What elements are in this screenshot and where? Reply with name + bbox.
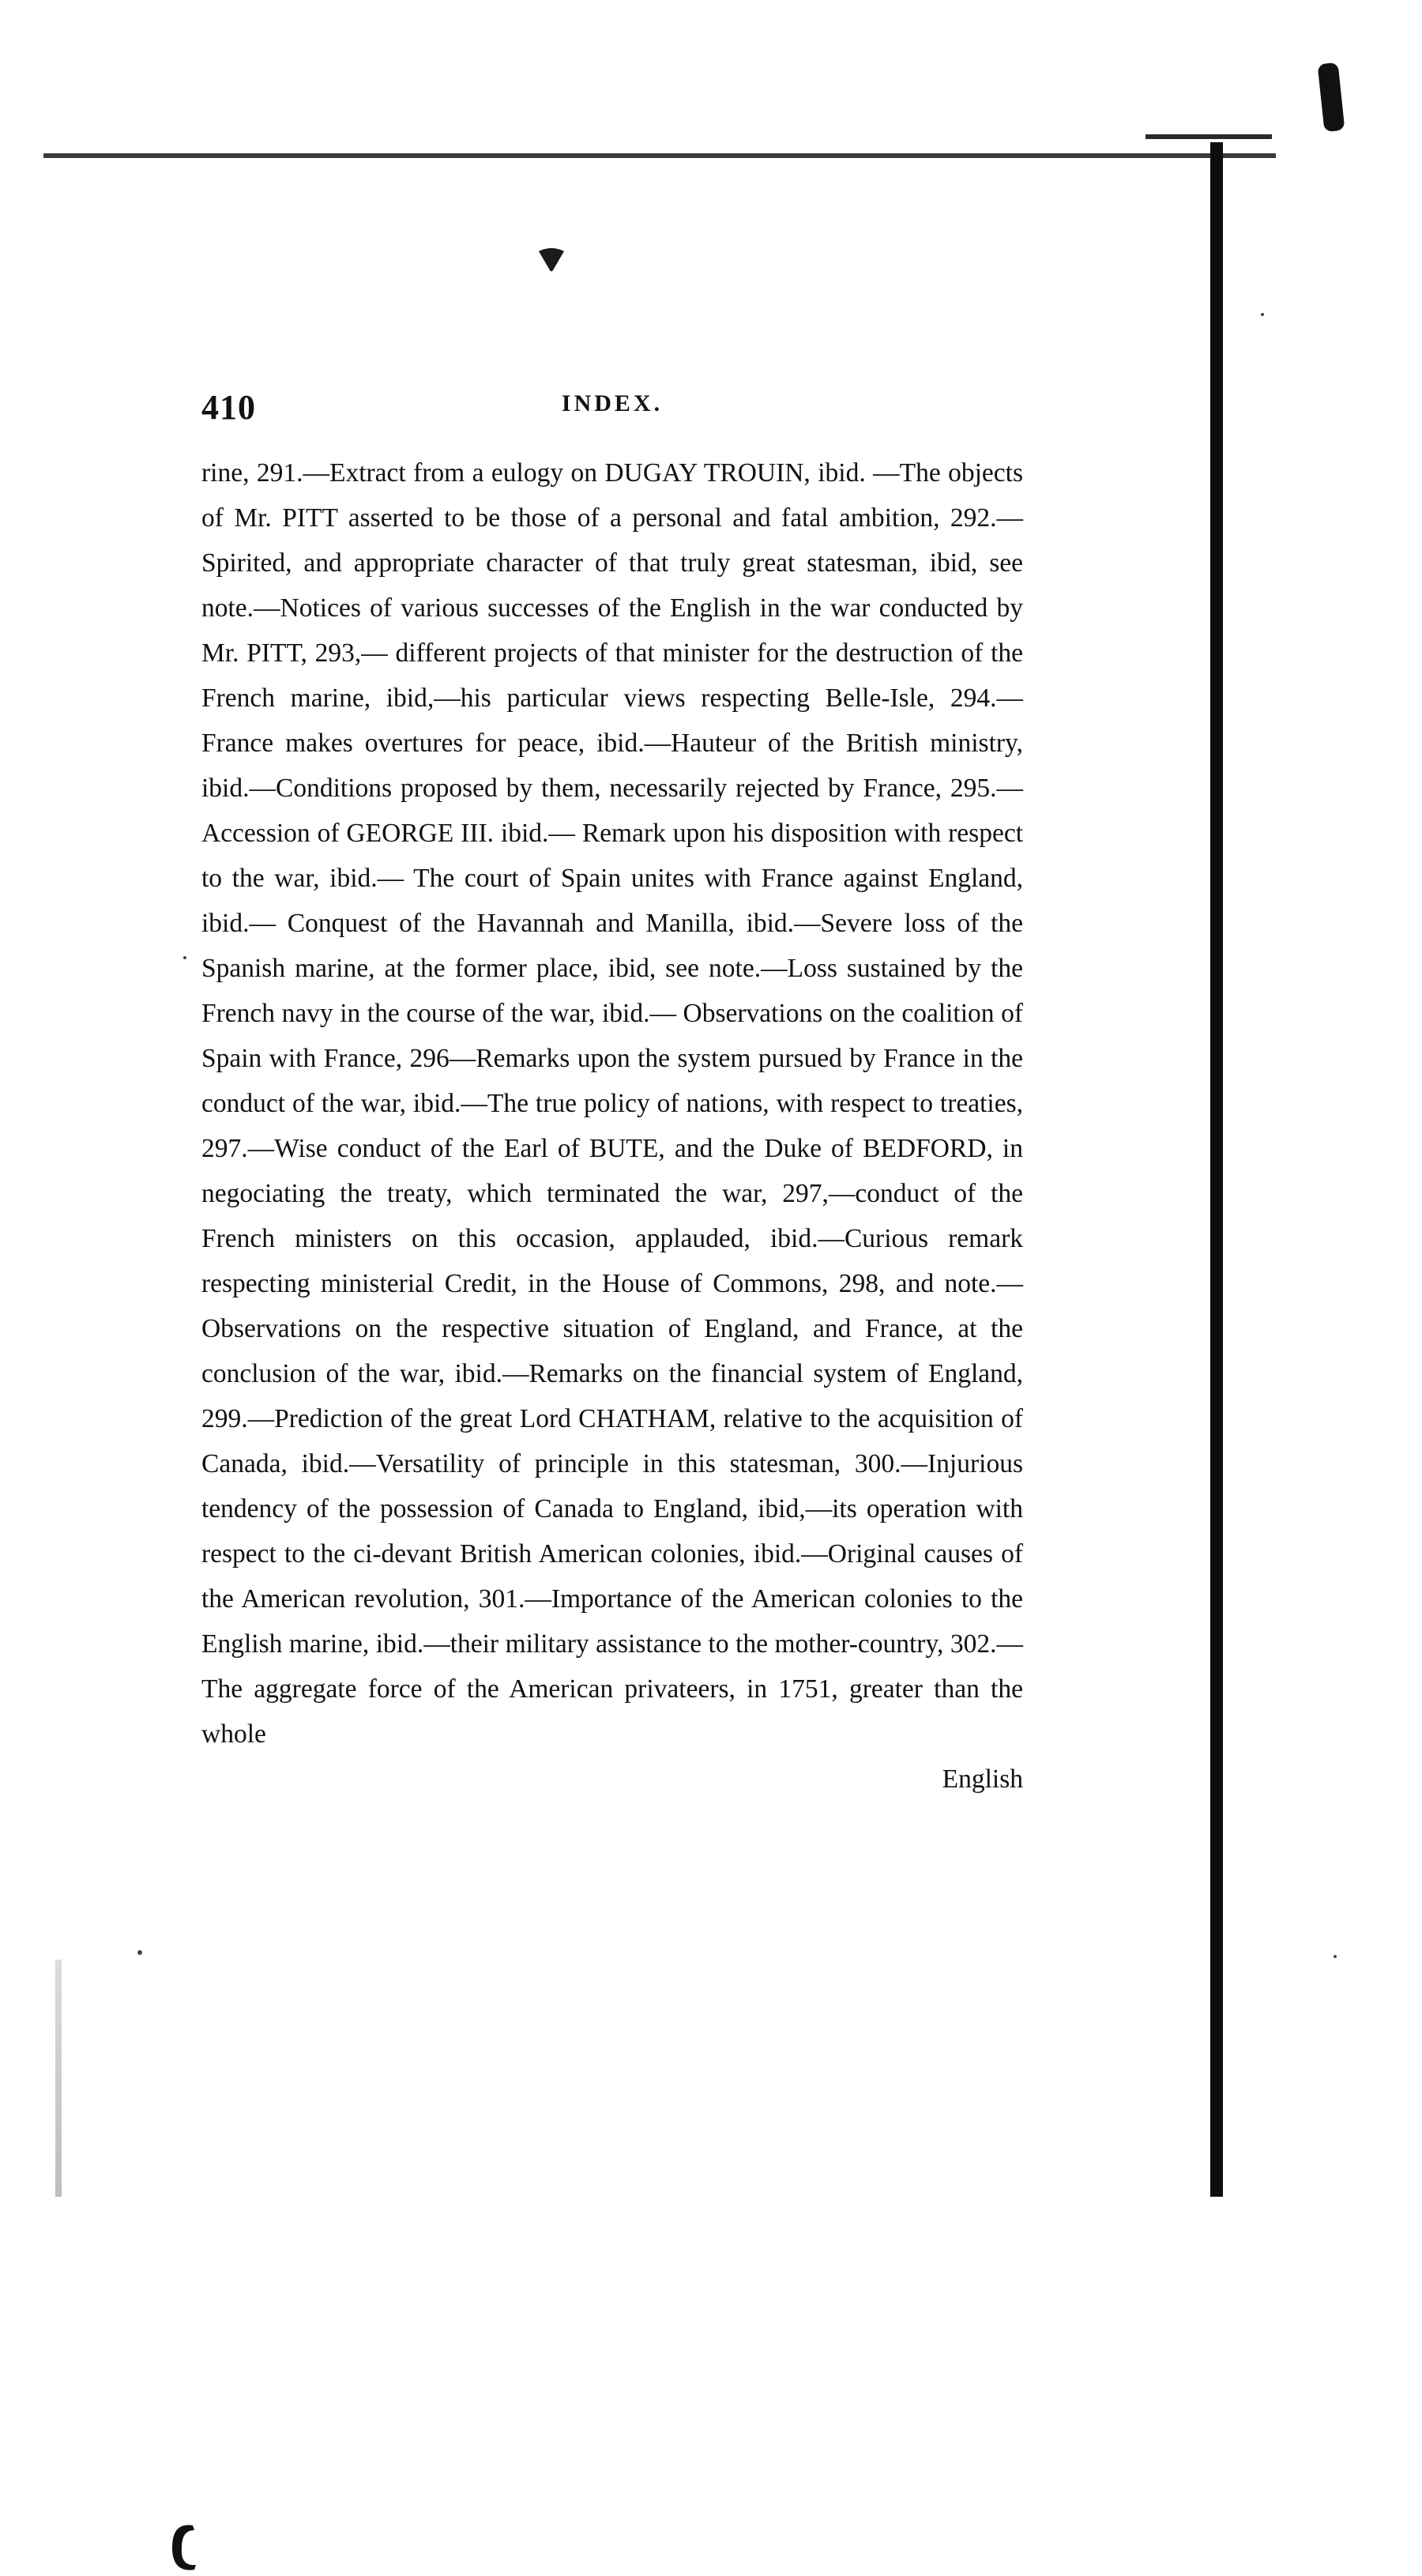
dust-speck — [1261, 313, 1264, 316]
scan-edge-smudge — [55, 1960, 62, 2197]
top-border-rule-right — [1146, 134, 1272, 139]
margin-ink-mark-icon — [166, 2521, 202, 2576]
binding-edge-bar — [1210, 142, 1223, 2197]
catchword: English — [942, 1764, 1023, 1794]
corner-ink-mark — [1318, 62, 1345, 132]
running-head — [201, 387, 1023, 435]
dust-speck — [183, 956, 186, 959]
printer-ornament-icon — [537, 247, 566, 273]
index-body-text: rine, 291.—Extract from a eulogy on DUGAY TROUIN, ibid. —The objects of Mr. PITT asserted to be those of a personal and fatal ambition, 292.—Spirited, and appropriate character of that truly great statesman, ibid, see note.—Notices of various successes of the English in the war conducted by Mr. PITT, 293,— different projects of that minister for the destruction of the French marine, ibid,—his particular views respecting Belle-Isle, 294.— France makes overtures for peace, ibid.—Hauteur of the British ministry, ibid.—Conditions proposed by them, necessarily rejected by France, 295.—Accession of GEORGE III. ibid.— Remark upon his disposition with respect to the war, ibid.— The court of Spain unites with France against England, ibid.— Conquest of the Havannah and Manilla, ibid.—Severe loss of the Spanish marine, at the former place, ibid, see note.—Loss sustained by the French navy in the course of the war, ibid.— Observations on the coalition of Spain with France, 296—Remarks upon the system pursued by France in the conduct of the war, ibid.—The true policy of nations, with respect to treaties, 297.—Wise conduct of the Earl of BUTE, and the Duke of BEDFORD, in negociating the treaty, which terminated the war, 297,—conduct of the French ministers on this occasion, applauded, ibid.—Curious remark respecting ministerial Credit, in the House of Commons, 298, and note.—Observations on the respective situation of England, and France, at the conclusion of the war, ibid.—Remarks on the financial system of England, 299.—Prediction of the great Lord CHATHAM, relative to the acquisition of Canada, ibid.—Versatility of principle in this statesman, 300.—Injurious tendency of the possession of Canada to England, ibid,—its operation with respect to the ci-devant British American colonies, ibid.—Original causes of the American revolution, 301.—Importance of the American colonies to the English marine, ibid.—their military assistance to the mother-country, 302.—The aggregate force of the American privateers, in 1751, greater than the whole — [201, 458, 1023, 1749]
dust-speck — [137, 1950, 142, 1955]
page-content — [201, 387, 1023, 1802]
page-header-title: INDEX. — [561, 390, 664, 416]
dust-speck — [1334, 1955, 1337, 1958]
page-number: 410 — [201, 388, 256, 427]
top-border-rule — [43, 153, 1276, 158]
